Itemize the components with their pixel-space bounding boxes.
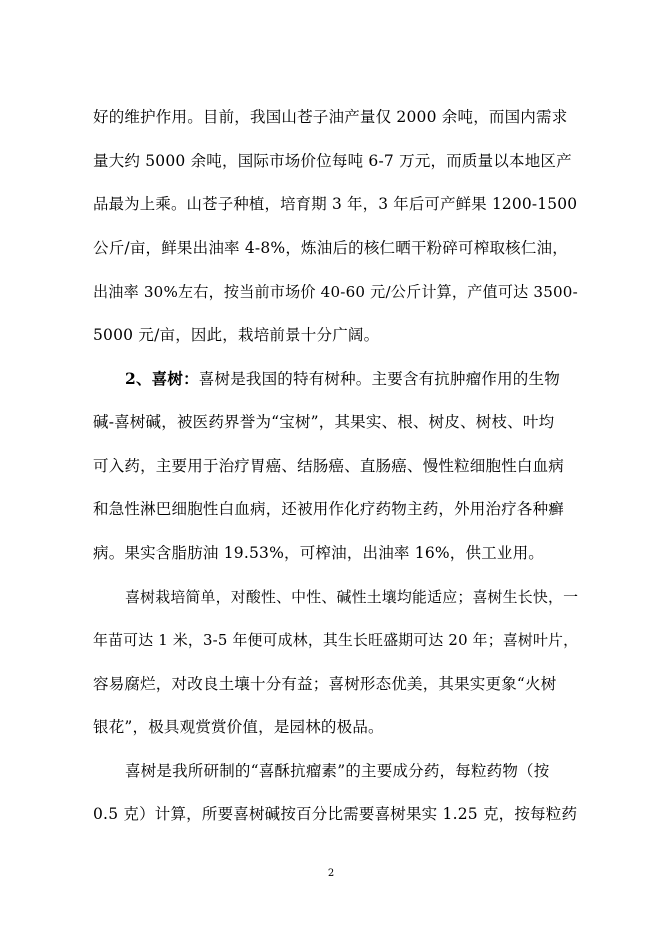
text-line: 0.5 克）计算，所要喜树碱按百分比需要喜树果实 1.25 克，按每粒药 — [93, 805, 578, 823]
text-line: 喜树栽培简单，对酸性、中性、碱性土壤均能适应；喜树生长快，一 — [125, 588, 579, 606]
text-line: 碱-喜树碱，被医药界誉为“宝树”，其果实、根、树皮、树枝、叶均 — [93, 413, 555, 431]
text-line: 年苗可达 1 米，3-5 年便可成林，其生长旺盛期可达 20 年；喜树叶片， — [93, 631, 579, 649]
text-line: 和急性淋巴细胞性白血病，还被用作化疗药物主药，外用治疗各种癣 — [93, 500, 565, 518]
text-span: 喜树是我国的特有树种。主要含有抗肿瘤作用的生物 — [198, 370, 560, 388]
section-heading: 2、喜树： — [125, 369, 199, 388]
text-line: 好的维护作用。目前，我国山苍子油产量仅 2000 余吨，而国内需求 — [93, 108, 568, 126]
text-line: 可入药，主要用于治疗胃癌、结肠癌、直肠癌、慢性粒细胞性白血病 — [93, 457, 565, 475]
text-line: 公斤/亩，鲜果出油率 4-8%，炼油后的核仁晒干粉碎可榨取核仁油， — [93, 239, 568, 257]
text-line: 喜树是我所研制的“喜酥抗瘤素”的主要成分药，每粒药物（按 — [125, 762, 550, 780]
page-number: 2 — [327, 868, 335, 879]
text-line: 容易腐烂，对改良土壤十分有益；喜树形态优美，其果实更象“火树 — [93, 675, 557, 693]
text-line: 出油率 30%左右，按当前市场价 40-60 元/公斤计算，产值可达 3500- — [93, 283, 578, 301]
text-line: 病。果实含脂肪油 19.53%，可榨油，出油率 16%，供工业用。 — [93, 544, 545, 562]
text-line: 银花”，极具观赏赏价值，是园林的极品。 — [93, 718, 384, 736]
text-line: 量大约 5000 余吨，国际市场价位每吨 6-7 万元，而质量以本地区产 — [93, 152, 572, 170]
text-line: 品最为上乘。山苍子种植，培育期 3 年，3 年后可产鲜果 1200-1500 — [93, 195, 578, 213]
section-line — [125, 369, 560, 389]
text-line: 5000 元/亩，因此，栽培前景十分广阔。 — [93, 326, 380, 344]
